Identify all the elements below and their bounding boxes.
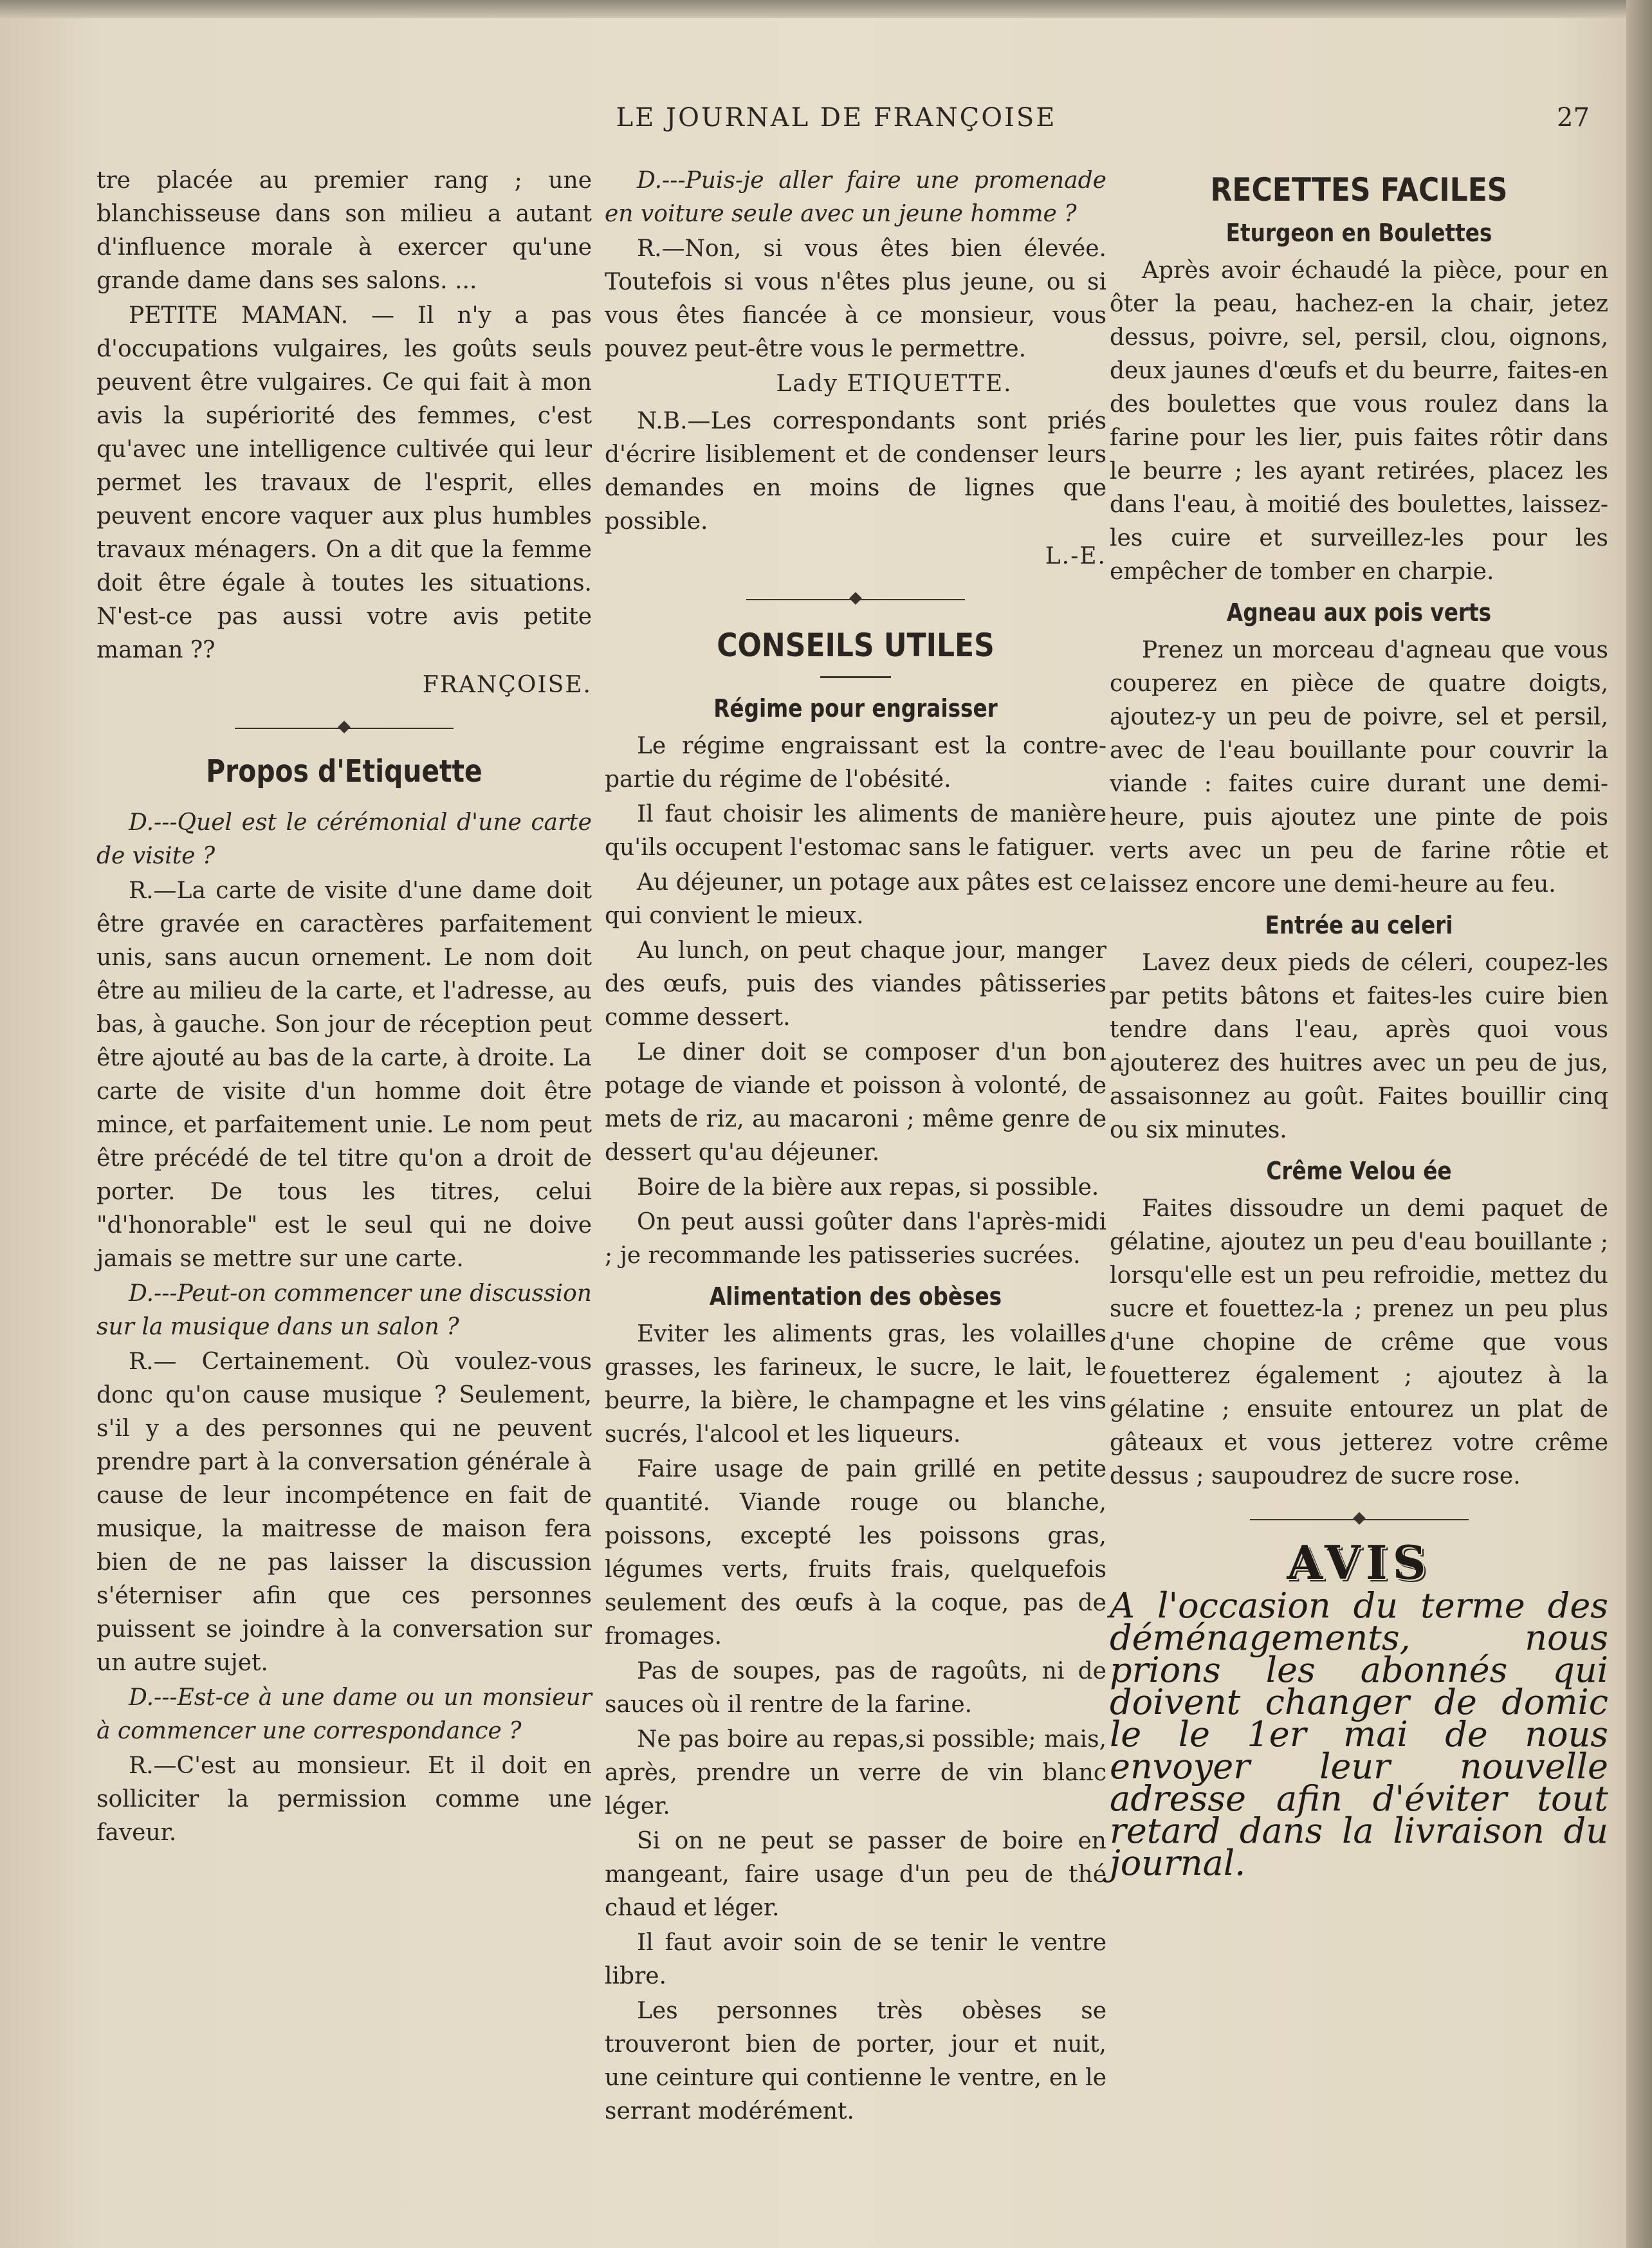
paragraph: Au déjeuner, un potage aux pâtes est ce qui convient le mieux. (605, 869, 1106, 929)
ornament-divider (746, 590, 965, 609)
signature: Lady ETIQUETTE. (776, 371, 1013, 397)
question: D.---Quel est le cérémonial d'une carte de visite ? (96, 809, 592, 869)
subheading: Crême Velou ée (1266, 1157, 1452, 1185)
paragraph: N.B.—Les correspondants sont priés d'écrire lisiblement et de condenser leurs demandes en moins de lignes que possible. (605, 408, 1106, 535)
column-middle (605, 164, 1106, 2130)
paragraph: tre placée au premier rang ; une blanchisseuse dans son milieu a autant d'influence morale à exercer qu'une grande dame dans ses salons. ... (96, 167, 592, 294)
paragraph: On peut aussi goûter dans l'après-midi ; je recommande les patisseries sucrées. (605, 1209, 1106, 1269)
subheading: Eturgeon en Boulettes (1225, 219, 1492, 247)
subheading: Agneau aux pois verts (1226, 598, 1492, 627)
answer: R.—Non, si vous êtes bien élevée. Toutefois si vous n'êtes plus jeune, ou si vous êtes fiancée à ce monsieur, vous pouvez peut-être vous le permettre. (605, 235, 1106, 362)
signature: FRANÇOISE. (422, 672, 592, 698)
paragraph: Pas de soupes, pas de ragoûts, ni de sauces où il rentre de la farine. (605, 1658, 1106, 1718)
paragraph: PETITE MAMAN. — Il n'y a pas d'occupations vulgaires, les goûts seuls peuvent être vulgaires. Ce qui fait à mon avis la supériorité des femmes, c'est qu'avec une intelligence cultivée qui leur permet les travaux de l'esprit, elles peuvent encore vaquer aux plus humbles travaux ménagers. On a dit que la femme doit être égale à toutes les situations. N'est-ce pas aussi votre avis petite maman ?? (96, 302, 592, 663)
paragraph: Il faut avoir soin de se tenir le ventre libre. (605, 1930, 1106, 1989)
paragraph: Si on ne peut se passer de boire en mangeant, faire usage d'un peu de thé chaud et léger. (605, 1828, 1106, 1921)
paragraph: Eviter les aliments gras, les volailles grasses, les farineux, le sucre, le lait, le beurre, la bière, le champagne et les vins sucrés, l'alcool et les liqueurs. (605, 1321, 1106, 1448)
question: D.---Puis-je aller faire une promenade en voiture seule avec un jeune homme ? (605, 167, 1106, 227)
question: D.---Peut-on commencer une discussion sur la musique dans un salon ? (96, 1280, 592, 1340)
paragraph: Faites dissoudre un demi paquet de gélatine, ajoutez un peu d'eau bouillante ; lorsqu'elle est un peu refroidie, mettez du sucre et fouettez-la ; prenez un peu plus d'une chopine de crême que vous fouetterez également ; ajoutez à la gélatine ; ensuite entourez un plat de gâteaux et vous jetterez votre crême dessus ; saupoudrez de sucre rose. (1110, 1195, 1608, 1489)
paragraph: Le diner doit se composer d'un bon potage de viande et poisson à volonté, de mets de riz, au macaroni ; même genre de dessert qu'au déjeuner. (605, 1039, 1106, 1166)
answer: R.— Certainement. Où voulez-vous donc qu'on cause musique ? Seulement, s'il y a des personnes qui ne peuvent prendre part à la conversation générale à cause de leur incompétence en fait de musique, la maitresse de maison fera bien de ne pas laisser la discussion s'éterniser afin que ces personnes puissent se joindre à la conversation sur un autre sujet. (96, 1349, 592, 1676)
paragraph: Prenez un morceau d'agneau que vous couperez en pièce de quatre doigts, ajoutez-y un peu de poivre, sel et persil, avec de l'eau bouillante pour couvrir la viande : faites cuire durant une demi-heure, puis ajoutez une pinte de pois verts avec un peu de farine rôtie et laissez encore une demi-heure au feu. (1110, 637, 1608, 898)
page-number: 27 (1557, 103, 1590, 133)
section-heading-etiquette: Propos d'Etiquette (206, 753, 482, 789)
paragraph: Après avoir échaudé la pièce, pour en ôter la peau, hachez-en la chair, jetez dessus, poivre, sel, persil, clou, oignons, deux jaunes d'œufs et du beurre, faites-en des boulettes que vous roulez dans la farine pour les lier, puis faites rôtir dans le beurre ; les ayant retirées, placez les dans l'eau, à moitié des boulettes, laissez-les cuire et surveillez-les pour les empêcher de tomber en charpie. (1110, 257, 1608, 585)
paragraph: Lavez deux pieds de céleri, coupez-les par petits bâtons et faites-les cuire bien tendre dans l'eau, après quoi vous ajouterez des huitres avec un peu de jus, assaisonnez au goût. Faites bouillir cinq ou six minutes. (1110, 950, 1608, 1143)
running-title: LE JOURNAL DE FRANÇOISE (616, 103, 1057, 133)
answer: R.—La carte de visite d'une dame doit être gravée en caractères parfaitement unis, sans aucun ornement. Le nom doit être au milieu de la carte, et l'adresse, au bas, à gauche. Son jour de réception peut être ajouté au bas de la carte, à droite. La carte de visite d'un homme doit être mince, et parfaitement unie. Le nom peut être précédé de tel titre qu'on a droit de porter. De tous les titres, celui "d'honorable" est le seul qui ne doive jamais se mettre sur une carte. (96, 878, 592, 1272)
paragraph: Le régime engraissant est la contre-partie du régime de l'obésité. (605, 733, 1106, 793)
page-right-edge (1626, 0, 1652, 2248)
subheading: Entrée au celeri (1265, 911, 1453, 939)
answer: R.—C'est au monsieur. Et il doit en solliciter la permission comme une faveur. (96, 1753, 592, 1846)
ornament-divider (1250, 1510, 1469, 1529)
section-heading-conseils: CONSEILS UTILES (717, 627, 995, 664)
subheading: Alimentation des obèses (709, 1282, 1002, 1311)
paragraph: Les personnes très obèses se trouveront bien de porter, jour et nuit, une ceinture qui contienne le ventre, en le serrant modérément. (605, 1998, 1106, 2124)
notice-body: A l'occasion du terme des déménagements, nous prions les abonnés qui doivent changer de domic le le 1er mai de nous envoyer leur nouvelle adresse afin d'éviter tout retard dans la livraison du journal. (1110, 1585, 1608, 1883)
notice-heading: AVIS (1287, 1535, 1431, 1590)
rule (820, 676, 891, 678)
column-left (96, 164, 592, 1851)
column-right (1110, 164, 1608, 1883)
paragraph: Au lunch, on peut chaque jour, manger des œufs, puis des viandes pâtisseries comme dessert. (605, 937, 1106, 1031)
subheading: Régime pour engraisser (713, 694, 998, 723)
paragraph: Faire usage de pain grillé en petite quantité. Viande rouge ou blanche, poissons, excepté les poissons gras, légumes verts, fruits frais, quelquefois seulement des œufs à la coque, pas de fromages. (605, 1456, 1106, 1650)
paragraph: Ne pas boire au repas,si possible; mais, après, prendre un verre de vin blanc léger. (605, 1726, 1106, 1820)
question: D.---Est-ce à une dame ou un monsieur à commencer une correspondance ? (96, 1684, 592, 1744)
signature: L.-E. (1045, 543, 1106, 569)
paragraph: Il faut choisir les aliments de manière qu'ils occupent l'estomac sans le fatiguer. (605, 801, 1106, 861)
page-top-edge (0, 0, 1652, 18)
ornament-divider (235, 719, 454, 738)
paragraph: Boire de la bière aux repas, si possible. (637, 1174, 1099, 1201)
section-heading-recettes: RECETTES FACILES (1210, 171, 1508, 208)
